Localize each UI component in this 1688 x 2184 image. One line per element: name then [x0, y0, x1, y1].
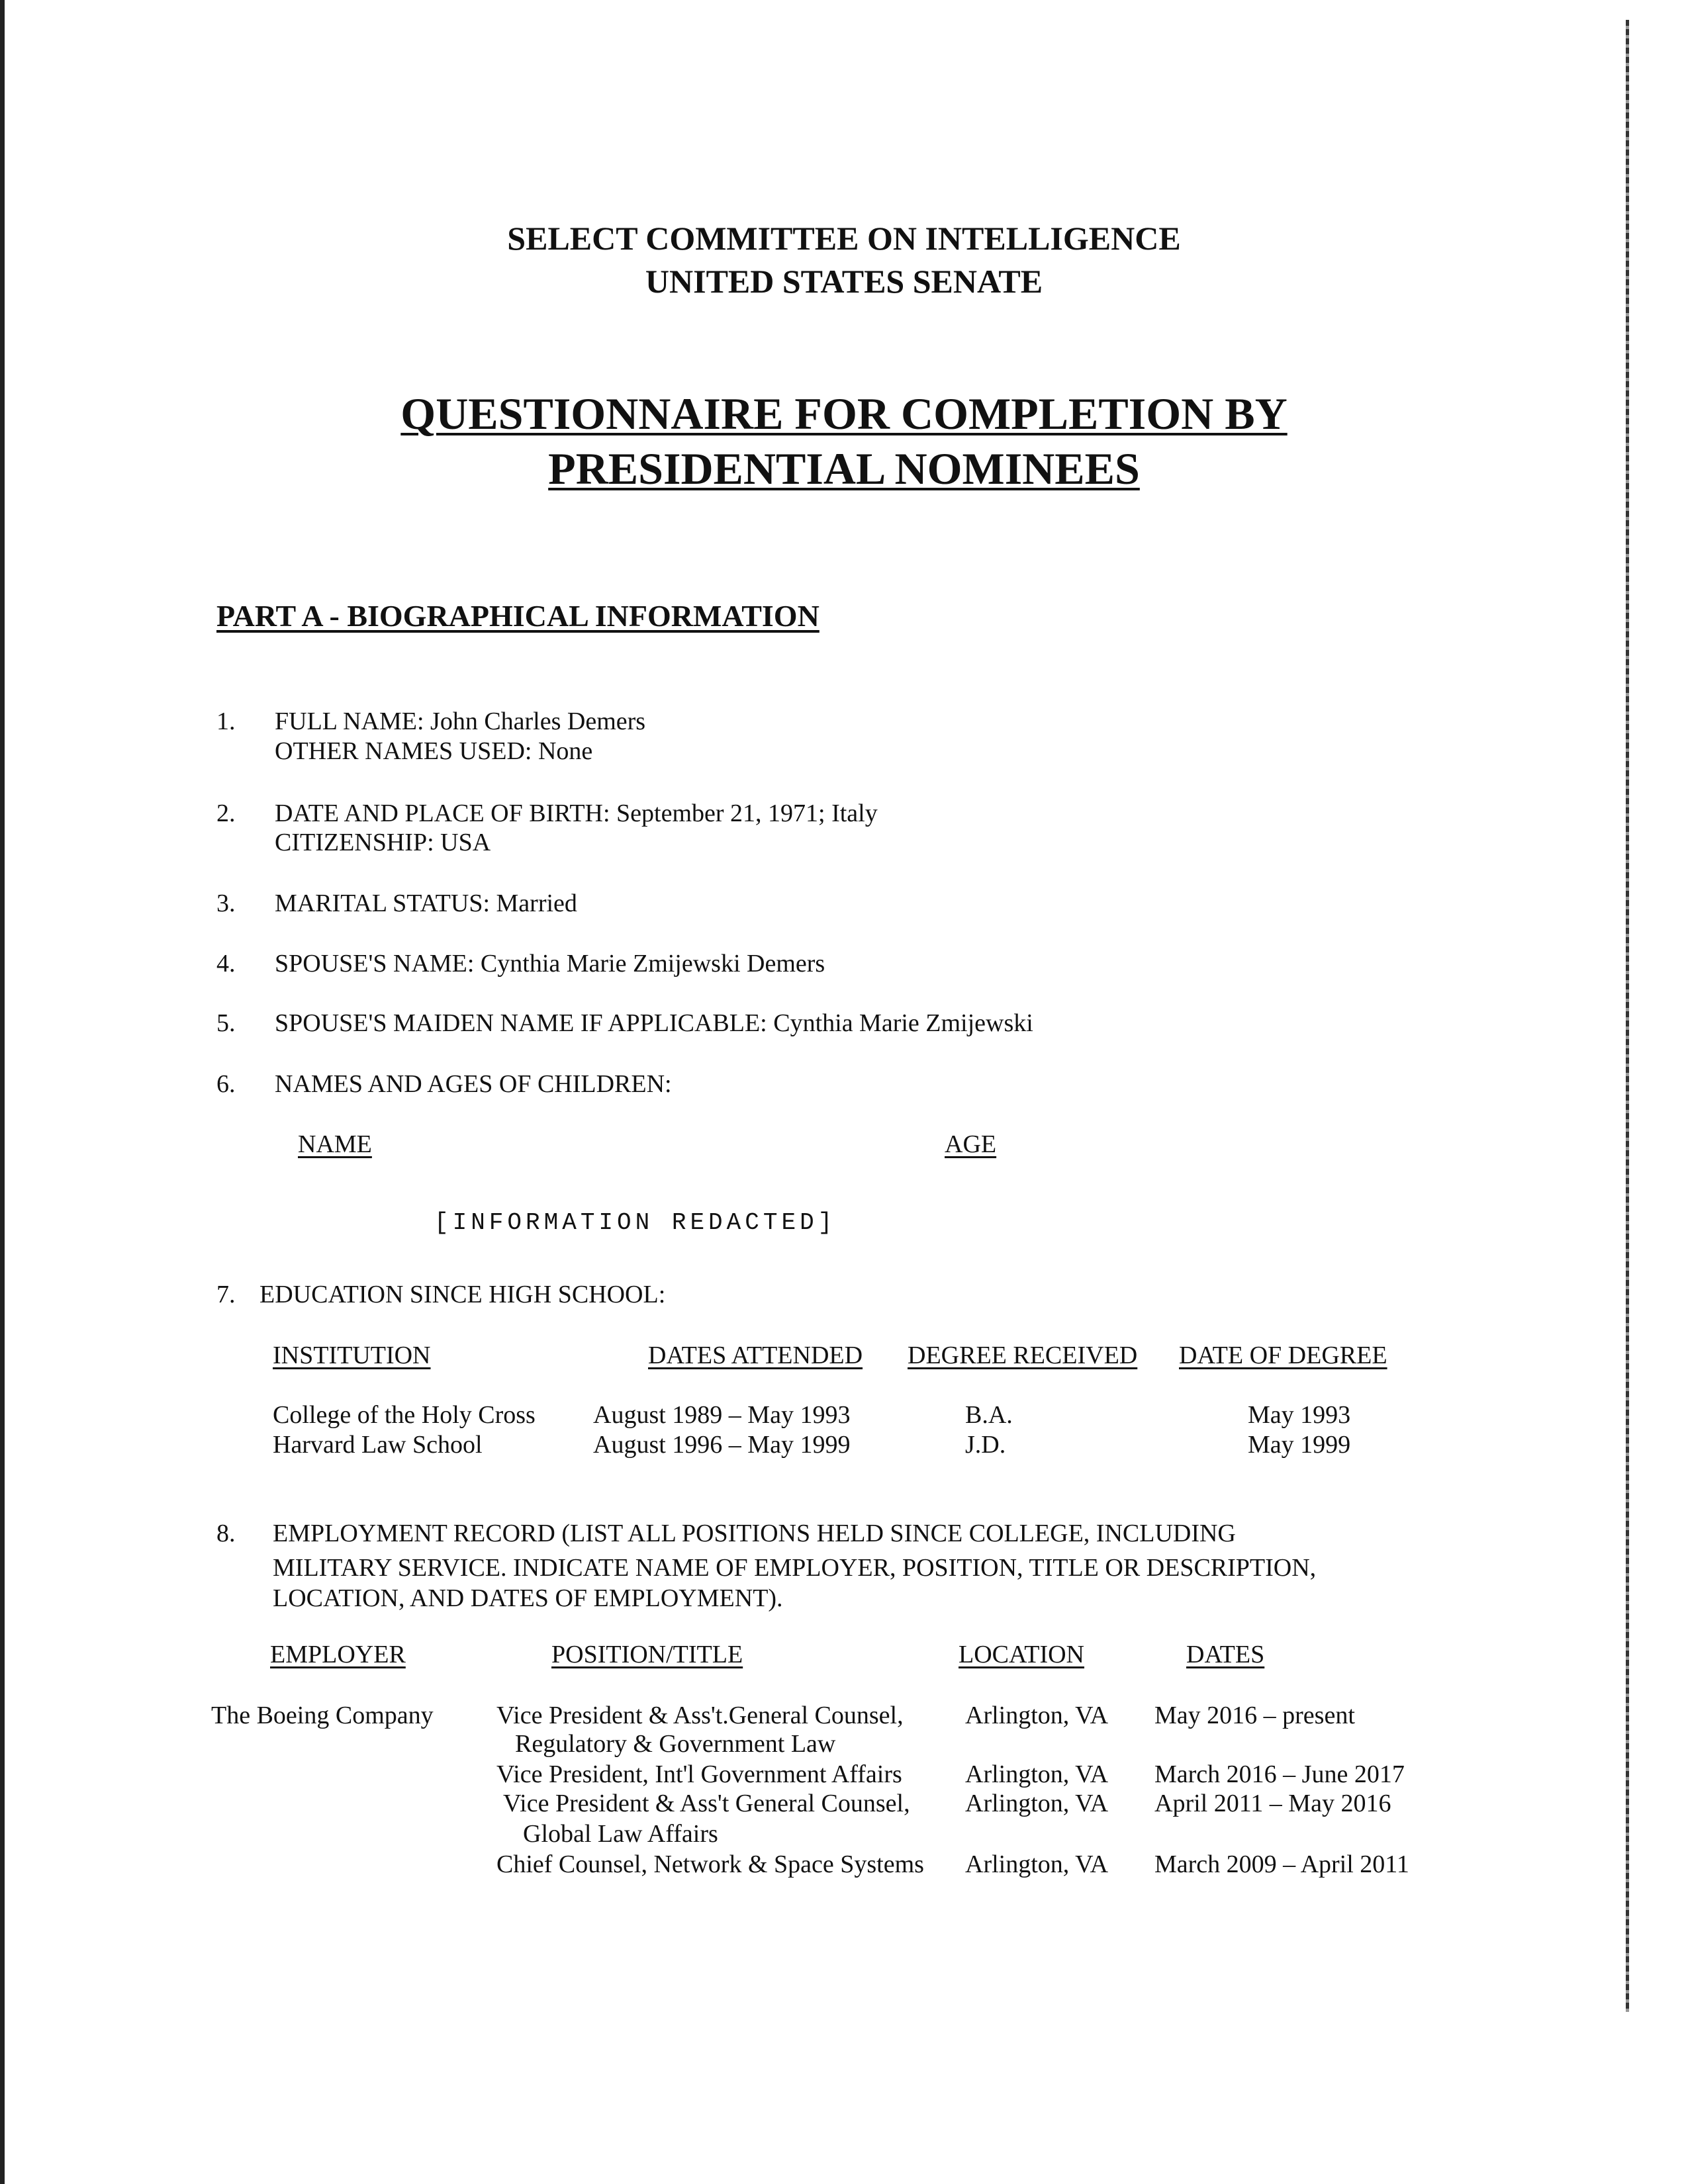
- birth-info: DATE AND PLACE OF BIRTH: September 21, 1971; Italy: [275, 799, 878, 827]
- marital-status: MARITAL STATUS: Married: [275, 889, 577, 917]
- institution: Harvard Law School: [273, 1431, 483, 1459]
- scan-edge-right: [1626, 20, 1629, 2012]
- position: Vice President, Int'l Government Affairs: [496, 1760, 902, 1788]
- employment-col-location: LOCATION: [959, 1641, 1084, 1668]
- location: Arlington, VA: [965, 1790, 1109, 1817]
- item-number: 3.: [216, 889, 236, 917]
- part-a-heading: PART A - BIOGRAPHICAL INFORMATION: [216, 599, 820, 633]
- education-col-dates: DATES ATTENDED: [648, 1342, 863, 1369]
- education-col-degree: DEGREE RECEIVED: [908, 1342, 1138, 1369]
- date-of-degree: May 1993: [1248, 1401, 1351, 1429]
- employment-col-position: POSITION/TITLE: [551, 1641, 743, 1668]
- employment-heading-line1: EMPLOYMENT RECORD (LIST ALL POSITIONS HELD SINCE COLLEGE, INCLUDING: [273, 1520, 1236, 1547]
- children-col-age: AGE: [945, 1130, 997, 1158]
- other-names: OTHER NAMES USED: None: [275, 737, 593, 765]
- item-number: 6.: [216, 1070, 236, 1098]
- employment-heading-line2: MILITARY SERVICE. INDICATE NAME OF EMPLOYER, POSITION, TITLE OR DESCRIPTION,: [273, 1554, 1317, 1582]
- employer: The Boeing Company: [211, 1702, 434, 1729]
- education-col-date-of-degree: DATE OF DEGREE: [1179, 1342, 1387, 1369]
- item-number: 5.: [216, 1009, 236, 1037]
- spouse-maiden-name: SPOUSE'S MAIDEN NAME IF APPLICABLE: Cynthia Marie Zmijewski: [275, 1009, 1033, 1037]
- dates-attended: August 1989 – May 1993: [593, 1401, 851, 1429]
- position-continued: Global Law Affairs: [523, 1820, 718, 1848]
- location: Arlington, VA: [965, 1850, 1109, 1878]
- degree: B.A.: [965, 1401, 1013, 1429]
- senate-name: UNITED STATES SENATE: [645, 263, 1043, 300]
- dates-attended: August 1996 – May 1999: [593, 1431, 851, 1459]
- full-name: FULL NAME: John Charles Demers: [275, 707, 646, 735]
- children-heading: NAMES AND AGES OF CHILDREN:: [275, 1070, 672, 1098]
- employment-col-employer: EMPLOYER: [270, 1641, 406, 1668]
- education-col-institution: INSTITUTION: [273, 1342, 431, 1369]
- employment-col-dates: DATES: [1186, 1641, 1265, 1668]
- scan-edge-left: [0, 0, 5, 2184]
- item-number: 1.: [216, 707, 236, 735]
- redacted-notice: [INFORMATION REDACTED]: [434, 1209, 837, 1236]
- item-number: 8.: [216, 1520, 236, 1547]
- item-number: 7.: [216, 1281, 236, 1308]
- item-number: 4.: [216, 950, 236, 978]
- employment-heading-line3: LOCATION, AND DATES OF EMPLOYMENT).: [273, 1584, 783, 1612]
- dates: March 2009 – April 2011: [1154, 1850, 1409, 1878]
- dates: March 2016 – June 2017: [1154, 1760, 1405, 1788]
- spouse-name: SPOUSE'S NAME: Cynthia Marie Zmijewski Demers: [275, 950, 825, 978]
- dates: May 2016 – present: [1154, 1702, 1355, 1729]
- document-title-line1: QUESTIONNAIRE FOR COMPLETION BY: [400, 388, 1288, 439]
- location: Arlington, VA: [965, 1702, 1109, 1729]
- citizenship: CITIZENSHIP: USA: [275, 829, 491, 856]
- date-of-degree: May 1999: [1248, 1431, 1351, 1459]
- position: Chief Counsel, Network & Space Systems: [496, 1850, 924, 1878]
- committee-name: SELECT COMMITTEE ON INTELLIGENCE: [507, 220, 1181, 257]
- location: Arlington, VA: [965, 1760, 1109, 1788]
- children-col-name: NAME: [298, 1130, 372, 1158]
- document-title-line2: PRESIDENTIAL NOMINEES: [548, 443, 1140, 494]
- position: Vice President & Ass't.General Counsel,: [496, 1702, 904, 1729]
- item-number: 2.: [216, 799, 236, 827]
- institution: College of the Holy Cross: [273, 1401, 536, 1429]
- dates: April 2011 – May 2016: [1154, 1790, 1391, 1817]
- education-heading: EDUCATION SINCE HIGH SCHOOL:: [259, 1281, 666, 1308]
- position: Vice President & Ass't General Counsel,: [503, 1790, 910, 1817]
- position-continued: Regulatory & Government Law: [515, 1730, 836, 1758]
- degree: J.D.: [965, 1431, 1006, 1459]
